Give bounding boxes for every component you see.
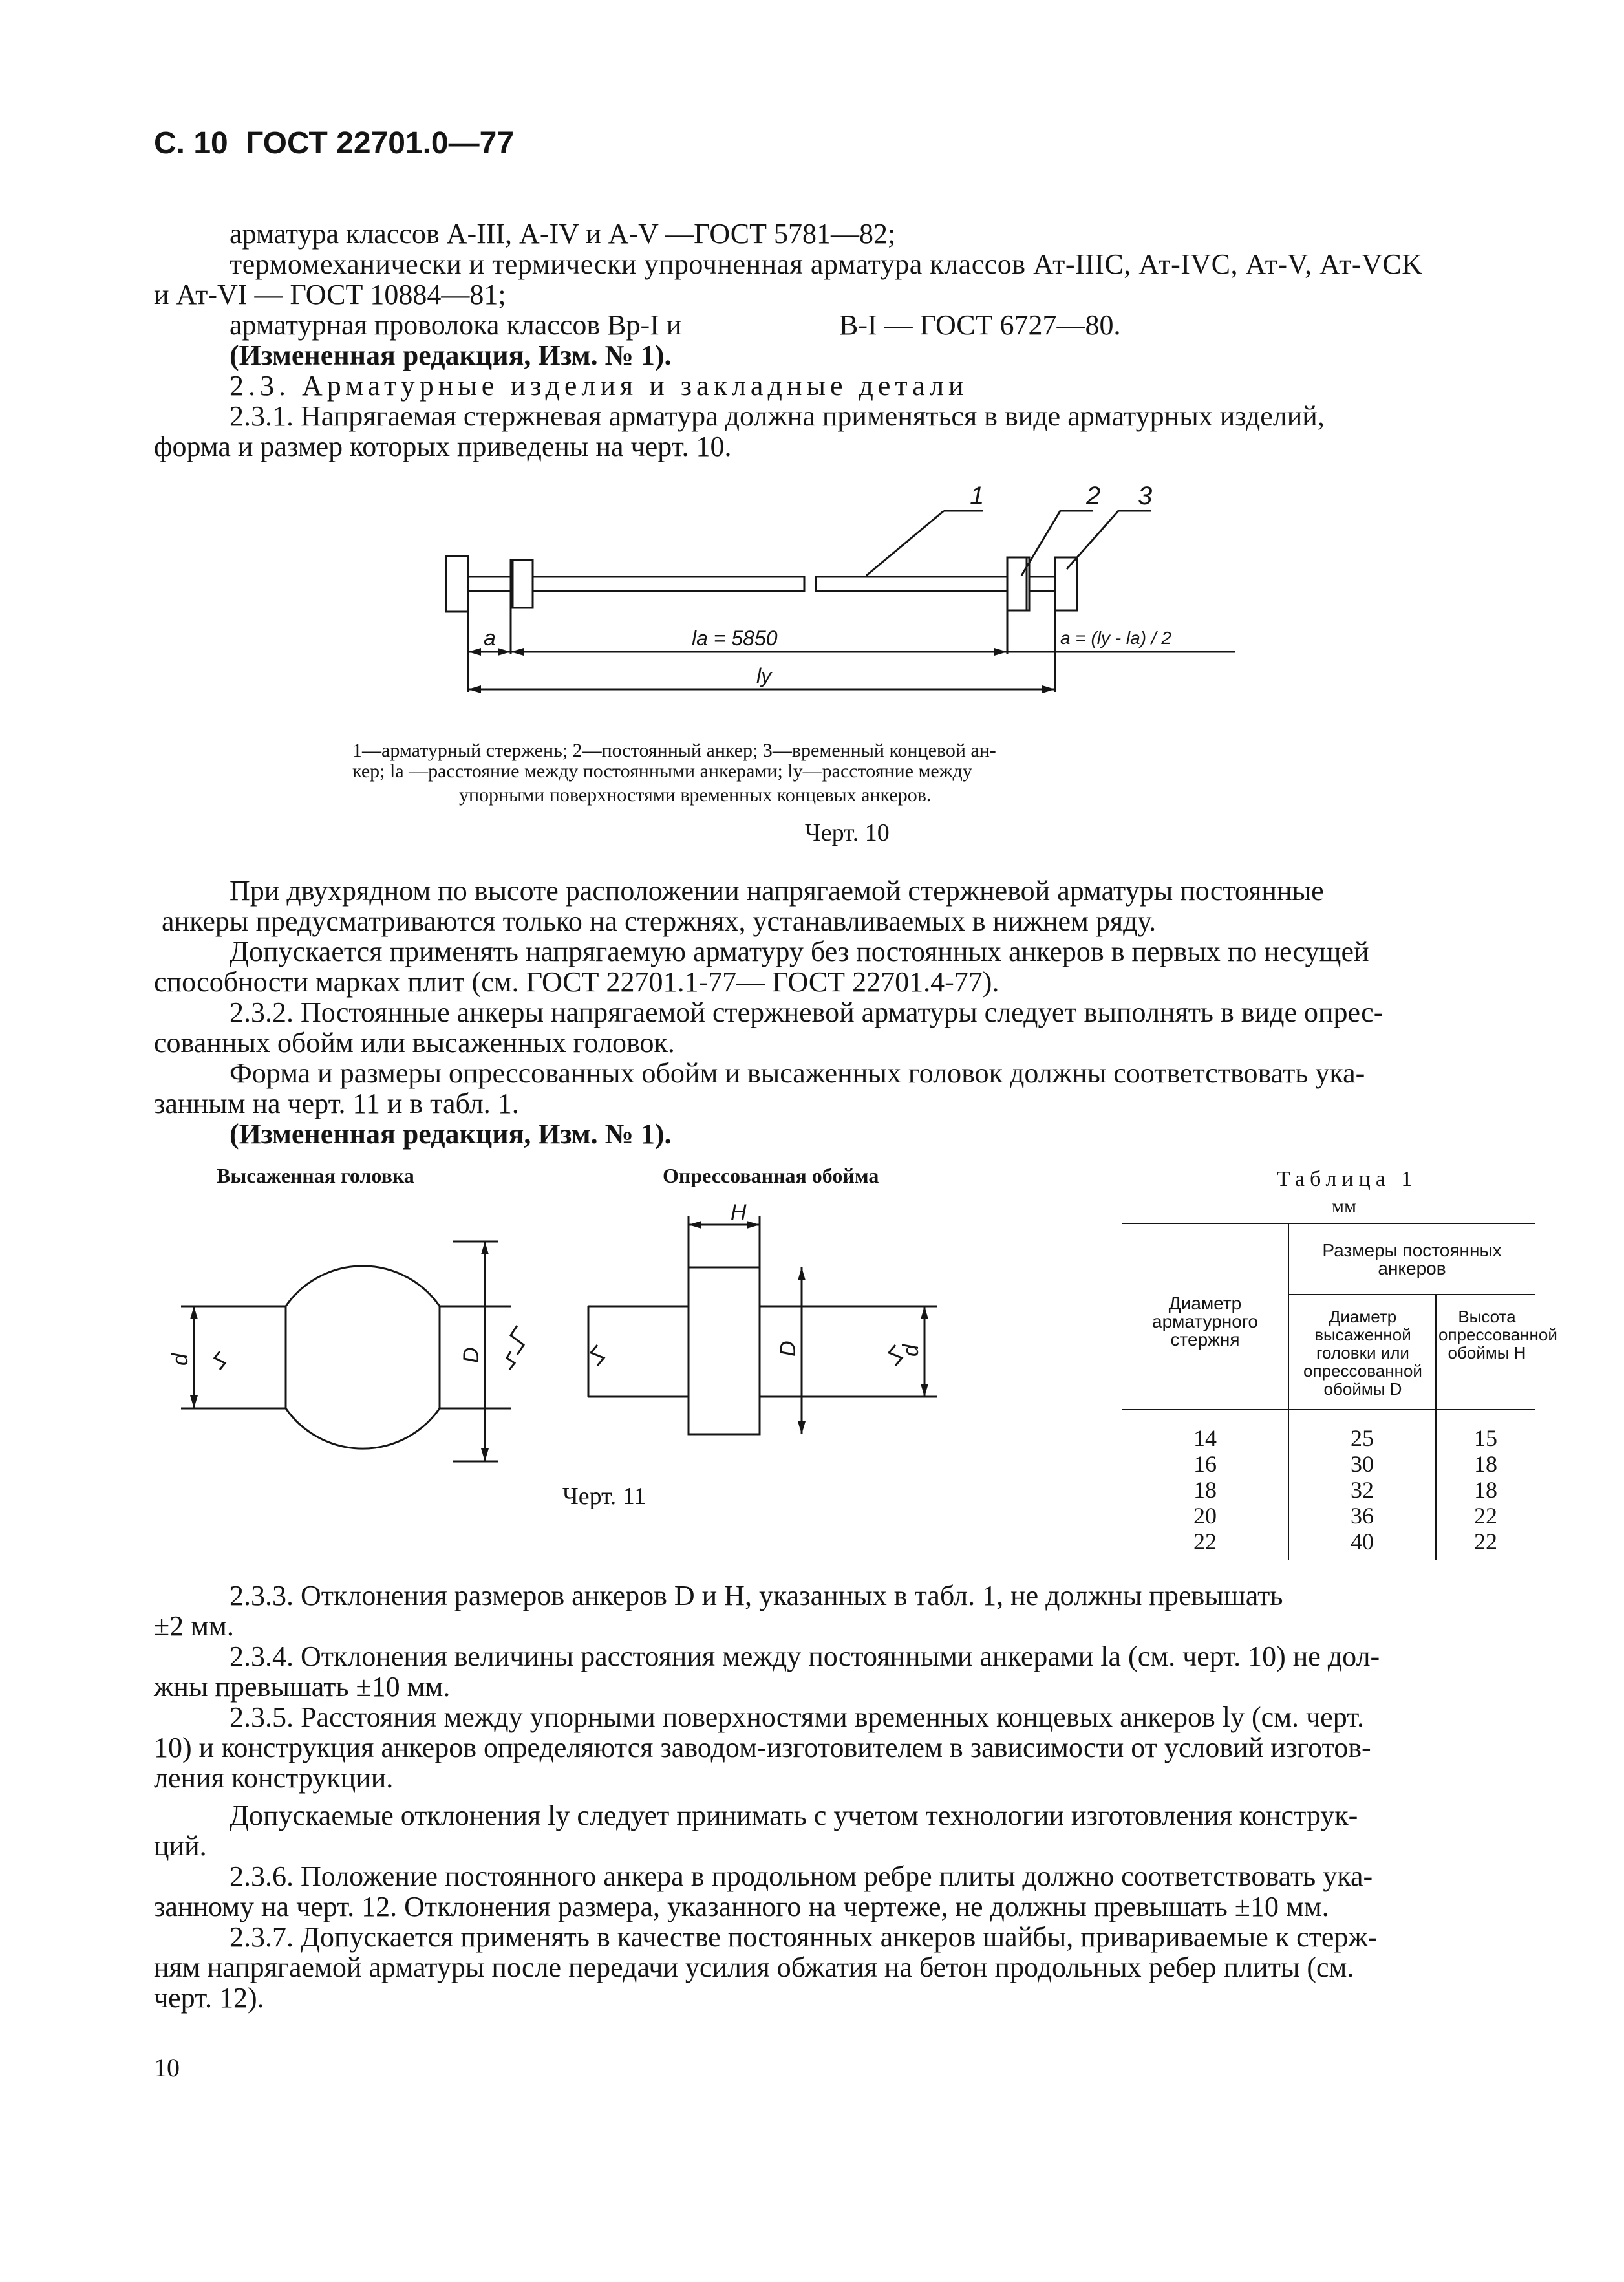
fig11-right-label-H: H (731, 1200, 747, 1225)
fig10-dim-formula: a = (ly - la) / 2 (1060, 628, 1171, 648)
fig11-left-label-d: d (168, 1353, 193, 1366)
body1-amendment: (Измененная редакция, Изм. № 1). (230, 1118, 672, 1150)
page-prefix: С. 10 (154, 126, 228, 160)
cell-H: 15 (1474, 1425, 1497, 1451)
table1-body (1122, 1425, 1535, 1558)
table1-title: Таблица 1 (1277, 1167, 1418, 1191)
cell-H: 22 (1474, 1529, 1497, 1555)
section-heading: 2.3. Арматурные изделия и закладные детали (230, 370, 968, 402)
table-row (1122, 1477, 1535, 1507)
cell-D: 30 (1351, 1451, 1374, 1477)
left-perm-anchor (511, 560, 533, 608)
p236-line-2: занному на черт. 12. Отклонения размера, указанного на чертеже, не должны превышать ±10 мм. (154, 1891, 1329, 1922)
fig10-caption-line-3: упорными поверхностями временных концевых анкеров. (459, 784, 932, 806)
intro-line-4b: В-I — ГОСТ 6727—80. (839, 309, 1121, 341)
table-row (1122, 1529, 1535, 1558)
cell-D: 40 (1351, 1529, 1374, 1555)
fig10-drawing (414, 479, 1267, 711)
fig11-upset-head-drawing (168, 1216, 537, 1474)
table-row (1122, 1425, 1535, 1455)
fig10-label-3: 3 (1138, 482, 1153, 510)
section-p1-line-1: 2.3.1. Напрягаемая стержневая арматура должна применяться в виде арматурных изделий, (230, 400, 1325, 432)
p234-line-2: жны превышать ±10 мм. (154, 1671, 451, 1703)
p236-line-1: 2.3.6. Положение постоянного анкера в продольном ребре плиты должно соответствовать ука- (230, 1860, 1373, 1892)
cell-H: 22 (1474, 1503, 1497, 1529)
body1-p3-line-2: сованных обойм или высаженных головок. (154, 1027, 675, 1059)
cell-d: 20 (1193, 1503, 1217, 1529)
intro-line-2: термомеханически и термически упрочненная арматура классов Ат-IIIС, Ат-IVС, Ат-V, Ат-VCK (230, 248, 1423, 280)
intro-line-3: и Ат-VI — ГОСТ 10884—81; (154, 279, 506, 310)
bar-right (816, 577, 1007, 591)
cell-d: 22 (1193, 1529, 1217, 1555)
fig10-dim-ly: ly (756, 664, 772, 687)
fig11-left-label-D: D (459, 1347, 484, 1363)
fig10-label-2: 2 (1086, 482, 1101, 510)
p235-line-1: 2.3.5. Расстояния между упорными поверхностями временных концевых анкеров ly (см. черт. (230, 1701, 1365, 1733)
page-number: 10 (154, 2053, 180, 2082)
cell-d: 16 (1193, 1451, 1217, 1477)
body1-p2-line-1: Допускается применять напрягаемую арматуру без постоянных анкеров в первых по несущей (230, 936, 1369, 967)
fig11-right-title: Опрессованная обойма (663, 1164, 879, 1187)
p235b-line-1: Допускаемые отклонения ly следует принимать с учетом технологии изготовления конструк- (230, 1800, 1358, 1831)
body1-p2-line-2: способности марках плит (см. ГОСТ 22701.1-77— ГОСТ 22701.4-77). (154, 966, 999, 998)
section-p1-line-2: форма и размер которых приведены на черт. 10. (154, 431, 732, 462)
bar-left (533, 577, 804, 591)
p234-line-1: 2.3.4. Отклонения величины расстояния между постоянными анкерами la (см. черт. 10) не дол- (230, 1641, 1380, 1672)
fig11-right-label-d: d (899, 1344, 923, 1357)
fig10-caption-line-2: кер; la —расстояние между постоянными анкерами; ly—расстояние между (352, 760, 972, 782)
p233-line-2: ±2 мм. (154, 1610, 234, 1642)
table1 (1122, 1223, 1557, 1560)
left-temp-anchor (446, 556, 468, 612)
cell-d: 14 (1193, 1425, 1217, 1451)
table1-unit: мм (1332, 1196, 1356, 1217)
intro-line-1: арматура классов А-III, А-IV и А-V —ГОСТ 5781—82; (230, 218, 896, 250)
fig11-left-title: Высаженная головка (217, 1164, 414, 1187)
cell-D: 25 (1351, 1425, 1374, 1451)
page-header (154, 127, 514, 160)
table-row (1122, 1503, 1535, 1533)
p235b-line-2: ций. (154, 1830, 207, 1862)
fig10-dim-la: la = 5850 (692, 627, 778, 650)
p233-line-1: 2.3.3. Отклонения размеров анкеров D и H, указанных в табл. 1, не должны превышать (230, 1580, 1283, 1611)
cell-D: 36 (1351, 1503, 1374, 1529)
p237-line-1: 2.3.7. Допускается применять в качестве постоянных анкеров шайбы, привариваемые к стерж- (230, 1921, 1378, 1953)
p235-line-2: 10) и конструкция анкеров определяются заводом-изготовителем в зависимости от условий изготов- (154, 1732, 1371, 1763)
table-row (1122, 1451, 1535, 1481)
doc-code: ГОСТ 22701.0—77 (246, 126, 515, 160)
cell-H: 18 (1474, 1477, 1497, 1503)
body1-p1-line-2: анкеры предусматриваются только на стержнях, устанавливаемых в нижнем ряду. (162, 905, 1157, 937)
intro-line-4a: арматурная проволока классов Вр-I и (230, 309, 682, 341)
cell-H: 18 (1474, 1451, 1497, 1477)
fig11-title: Черт. 11 (562, 1483, 646, 1510)
body1-p3-line-1: 2.3.2. Постоянные анкеры напрягаемой стержневой арматуры следует выполнять в виде опрес- (230, 996, 1384, 1028)
fig10-caption-line-1: 1—арматурный стержень; 2—постоянный анкер; 3—временный концевой ан- (352, 740, 996, 761)
body1-p4-line-1: Форма и размеры опрессованных обойм и высаженных головок должны соответствовать ука- (230, 1057, 1365, 1089)
p237-line-2: ням напрягаемой арматуры после передачи усилия обжатия на бетон продольных ребер плиты (см. (154, 1952, 1354, 1983)
cell-D: 32 (1351, 1477, 1374, 1503)
p237-line-3: черт. 12). (154, 1982, 264, 2014)
fig10-title: Черт. 10 (805, 819, 890, 846)
body1-p4-line-2: занным на черт. 11 и в табл. 1. (154, 1088, 519, 1119)
cell-d: 18 (1193, 1477, 1217, 1503)
fig11-pressed-sleeve-drawing (575, 1200, 957, 1474)
intro-amendment: (Измененная редакция, Изм. № 1). (230, 339, 672, 371)
fig10-dim-a: a (484, 626, 496, 651)
body1-p1-line-1: При двухрядном по высоте расположении напрягаемой стержневой арматуры постоянные (230, 875, 1324, 907)
fig11-right-label-D: D (776, 1340, 800, 1357)
table1-col1-header: Диаметр арматурного стержня (1152, 1293, 1258, 1350)
table1-col3-header: Высота опрессованной обоймы H (1438, 1307, 1557, 1362)
p235-line-3: ления конструкции. (154, 1762, 394, 1794)
right-temp-anchor (1055, 557, 1077, 610)
fig10-label-1: 1 (970, 482, 985, 510)
table1-group-header: Размеры постоянных анкеров (1322, 1240, 1502, 1278)
table1-col2-header: Диаметр высаженной головки или опрессованной обоймы D (1303, 1307, 1422, 1399)
